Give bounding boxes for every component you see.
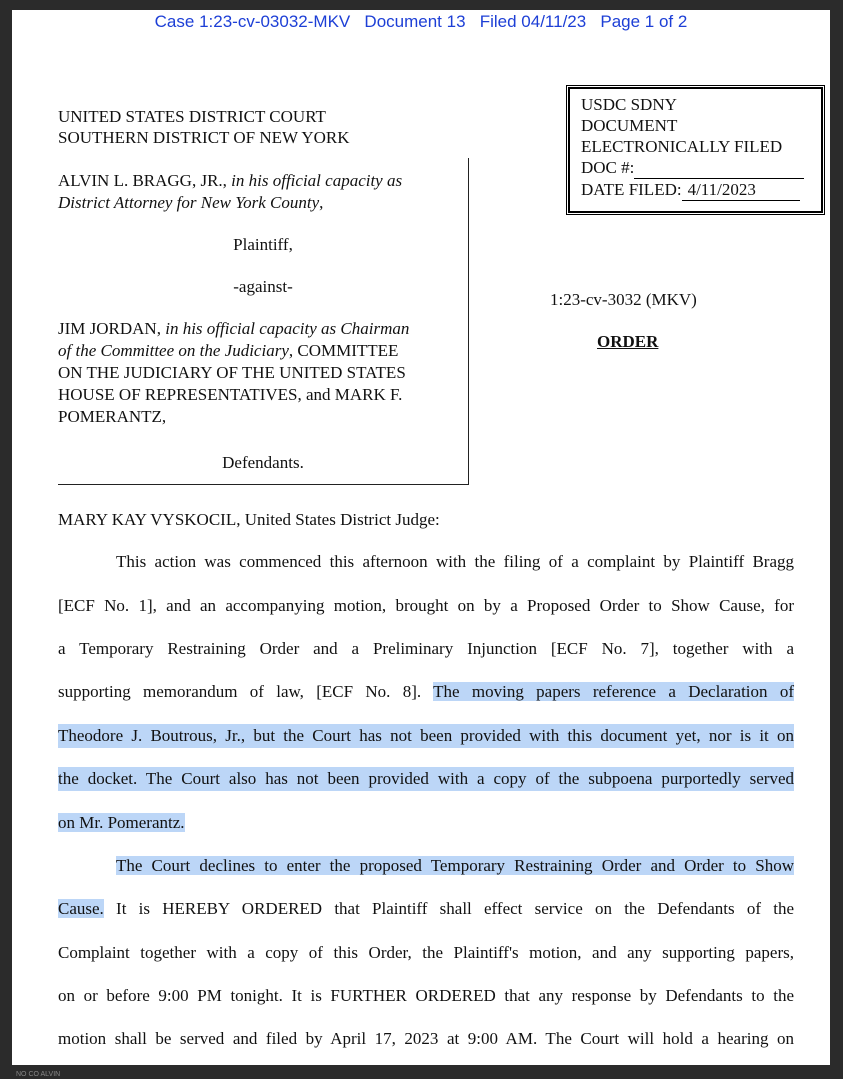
plaintiff-name: ALVIN L. BRAGG, JR., (58, 171, 227, 190)
body-line (58, 941, 794, 965)
filing-stamp-box (566, 85, 825, 215)
doc-number-row (581, 157, 804, 179)
plaintiff-capacity: in his official capacity as (231, 171, 403, 190)
body-text: a Temporary Restraining Order and a Preliminary Injunction [ECF No. 7], together with a (58, 639, 794, 658)
body-line (58, 680, 794, 704)
footer-label: NO CO ALVIN (16, 1071, 61, 1078)
body-line (58, 811, 794, 835)
body-text: the docket. The Court also has not been provided with a copy of the subpoena purportedly served (58, 769, 794, 788)
defendant-text-3: HOUSE OF REPRESENTATIVES, and MARK F. (58, 385, 403, 404)
ecf-header (12, 12, 830, 32)
date-filed-row (581, 179, 804, 201)
case-caption (58, 158, 469, 485)
defendant-text-2: ON THE JUDICIARY OF THE UNITED STATES (58, 363, 406, 382)
highlighted-text[interactable]: The moving papers reference a Declaration of (433, 682, 794, 701)
body-text: [ECF No. 1], and an accompanying motion, brought on by a Proposed Order to Show Cause, for (58, 596, 794, 615)
comma: , (319, 193, 324, 212)
court-line-1: UNITED STATES DISTRICT COURT (58, 107, 326, 126)
header-page: Page 1 of 2 (600, 12, 688, 31)
stamp-line-1: USDC SDNY (581, 95, 677, 114)
judge-line: MARY KAY VYSKOCIL, United States District Judge: (58, 510, 440, 529)
plaintiff-block (58, 170, 458, 214)
document-page (12, 10, 830, 1065)
header-filed: Filed 04/11/23 (479, 12, 587, 31)
plaintiff-office: District Attorney for New York County (58, 193, 320, 212)
plaintiff-role: Plaintiff, (233, 235, 293, 254)
body-text: Theodore J. Boutrous, Jr., but the Court has not been provided with this document yet, nor is it on (58, 726, 794, 745)
defendants-block (58, 318, 463, 428)
highlighted-text[interactable]: Cause. (58, 899, 104, 918)
doc-number-label: DOC #: (581, 158, 635, 177)
court-line-2: SOUTHERN DISTRICT OF NEW YORK (58, 128, 350, 147)
body-line (58, 984, 794, 1008)
defendant-text-1: , COMMITTEE (288, 341, 399, 360)
body-text: motion shall be served and filed by April 17, 2023 at 9:00 AM. The Court will hold a hearing on (58, 1029, 794, 1048)
date-filed-value: 4/11/2023 (682, 179, 800, 201)
body-line (58, 1027, 794, 1051)
body-text: on or before 9:00 PM tonight. It is FURTHER ORDERED that any response by Defendants to the (58, 986, 794, 1005)
body-line (58, 897, 794, 921)
defendant-capacity: in his official capacity as Chairman (165, 319, 410, 338)
stamp-line-3: ELECTRONICALLY FILED (581, 137, 783, 156)
against: -against- (233, 277, 293, 296)
defendant-committee: of the Committee on the Judiciary (58, 341, 289, 360)
defendant-name: JIM JORDAN, (58, 319, 161, 338)
highlighted-text[interactable]: The Court declines to enter the proposed Temporary Restraining Order and Order to Show (116, 856, 794, 875)
body-text: This action was commenced this afternoon with the filing of a complaint by Plaintiff Bragg (116, 552, 794, 571)
header-case: Case 1:23-cv-03032-MKV (154, 12, 351, 31)
body-text: Complaint together with a copy of this Order, the Plaintiff's motion, and any supporting papers, (58, 943, 794, 962)
body-line-highlighted[interactable] (58, 724, 794, 748)
highlighted-text[interactable]: on Mr. Pomerantz. (58, 813, 185, 832)
body-text: It is HEREBY ORDERED that Plaintiff shall effect service on the Defendants of the (116, 899, 795, 918)
defendant-role: Defendants. (222, 453, 304, 472)
body-text: supporting memorandum of law, [ECF No. 8]. (58, 682, 422, 701)
order-title: ORDER (597, 332, 659, 351)
defendant-text-4: POMERANTZ, (58, 407, 167, 426)
header-document: Document 13 (364, 12, 466, 31)
body-line (58, 550, 794, 574)
stamp-line-2: DOCUMENT (581, 116, 678, 135)
body-line (58, 854, 794, 878)
court-name (58, 106, 350, 148)
body-line-highlighted[interactable] (58, 767, 794, 791)
body-line (58, 594, 794, 618)
body-line (58, 637, 794, 661)
doc-number-blank (634, 157, 804, 179)
case-number: 1:23-cv-3032 (MKV) (550, 290, 697, 309)
date-filed-label: DATE FILED: (581, 180, 682, 199)
